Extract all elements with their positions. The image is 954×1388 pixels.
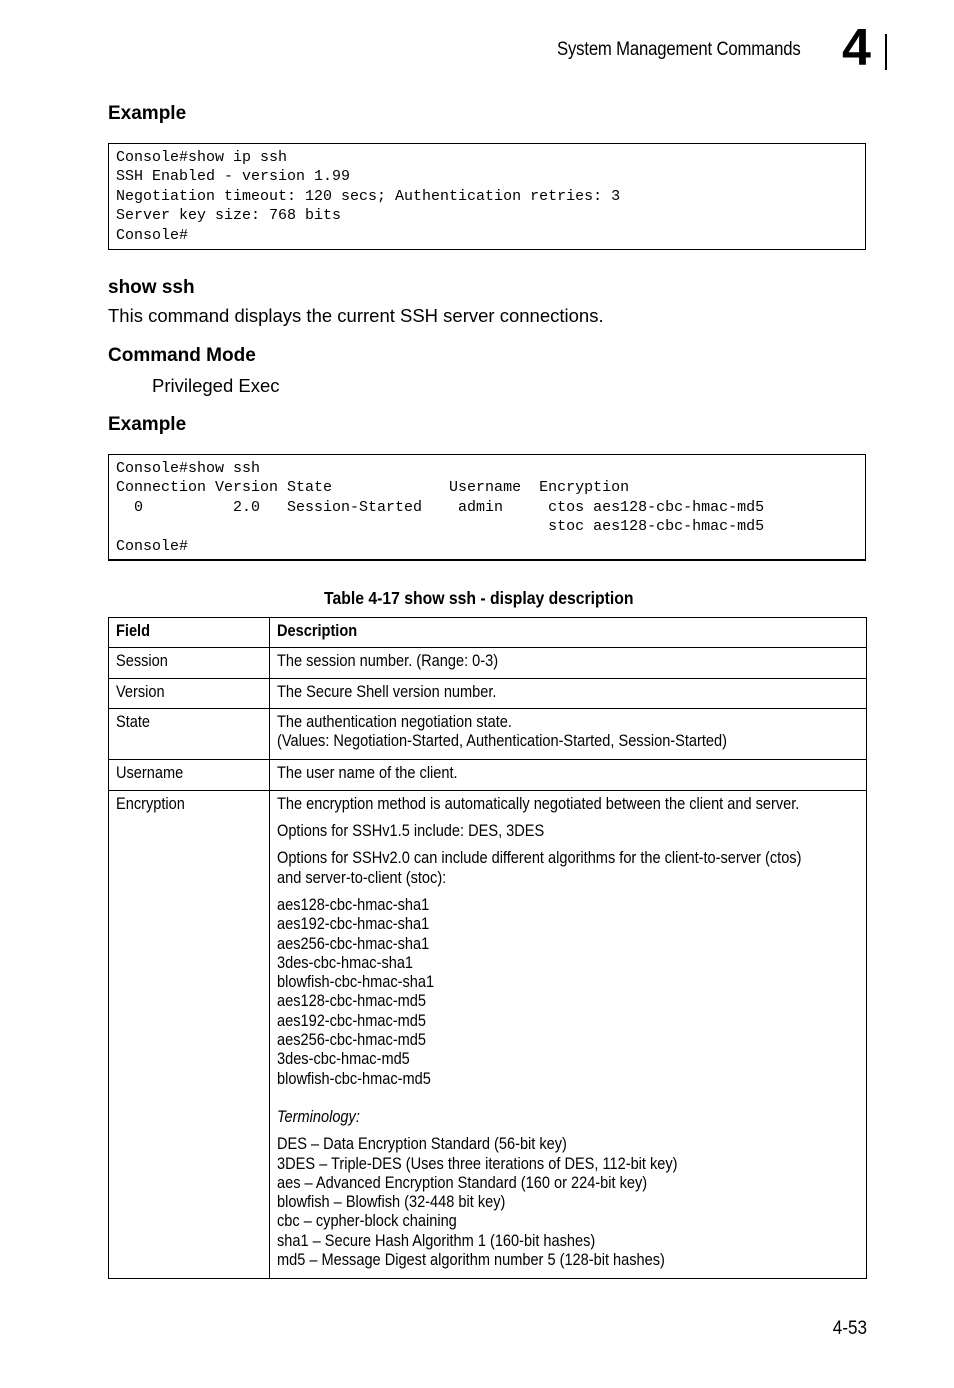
list-item: cbc – cypher-block chaining [277,1212,458,1231]
table-row [109,760,867,790]
header-field: Field [109,618,270,648]
list-item: aes128-cbc-hmac-sha1 [277,895,430,914]
list-item: sha1 – Secure Hash Algorithm 1 (160-bit hashes) [277,1231,596,1250]
description-cell [270,790,867,1279]
list-item: blowfish-cbc-hmac-md5 [277,1069,432,1088]
list-item: blowfish-cbc-hmac-sha1 [277,973,435,992]
sshv15-options: Options for SSHv1.5 include: DES, 3DES [277,822,545,841]
table-row [109,678,867,708]
sshv20-options: Options for SSHv2.0 can include different algorithms for the client-to-server (ctos) and server-to-client (stoc): [277,849,802,887]
list-item: aes192-cbc-hmac-sha1 [277,915,430,934]
table-header-row [109,618,867,648]
code-block-show-ip-ssh: Console#show ip ssh SSH Enabled - version 1.99 Negotiation timeout: 120 secs; Authentication retries: 3 Server key size: 768 bits Console# [108,143,866,250]
terminology-list [277,1135,860,1270]
chapter-number: 4 [842,19,871,77]
list-item: aes – Advanced Encryption Standard (160 or 224-bit key) [277,1173,648,1192]
list-item: aes192-cbc-hmac-md5 [277,1011,427,1030]
list-item: md5 – Message Digest algorithm number 5 (128-bit hashes) [277,1251,666,1270]
list-item: aes256-cbc-hmac-sha1 [277,934,430,953]
command-title: show ssh [108,277,195,298]
description-cell: The session number. (Range: 0-3) [270,648,867,678]
description-cell: The user name of the client. [270,760,867,790]
field-cell: Username [109,760,270,790]
list-item: aes128-cbc-hmac-md5 [277,992,427,1011]
header-description: Description [270,618,867,648]
chapter-divider [885,34,887,70]
field-cell: State [109,708,270,760]
table-row [109,648,867,678]
example-heading-2: Example [108,414,187,435]
command-mode-heading: Command Mode [108,345,256,366]
page-number: 4-53 [832,1318,867,1339]
command-description: This command displays the current SSH server connections. [108,305,604,326]
algorithm-list [277,896,860,1089]
command-mode-value: Privileged Exec [152,375,280,396]
list-item: 3des-cbc-hmac-sha1 [277,953,414,972]
field-cell: Version [109,678,270,708]
encryption-intro: The encryption method is automatically negotiated between the client and server. [277,794,800,813]
list-item: 3DES – Triple-DES (Uses three iterations of DES, 112-bit key) [277,1154,678,1173]
terminology-label: Terminology: [277,1107,361,1126]
description-cell: The authentication negotiation state. (Values: Negotiation-Started, Authentication-Started, Session-Started) [270,708,867,760]
field-cell: Encryption [109,790,270,1279]
table-row [109,708,867,760]
list-item: aes256-cbc-hmac-md5 [277,1031,427,1050]
example-heading-1: Example [108,103,187,124]
list-item: blowfish – Blowfish (32-448 bit key) [277,1193,506,1212]
description-cell: The Secure Shell version number. [270,678,867,708]
table-row-encryption [109,790,867,1279]
running-header-title: System Management Commands [557,39,801,60]
description-table [108,617,867,1279]
list-item: 3des-cbc-hmac-md5 [277,1050,411,1069]
field-cell: Session [109,648,270,678]
list-item: DES – Data Encryption Standard (56-bit key) [277,1135,568,1154]
table-caption: Table 4-17 show ssh - display description [324,588,634,608]
code-block-show-ssh: Console#show ssh Connection Version State Username Encryption 0 2.0 Session-Started admin ctos aes128-cbc-hmac-md5 stoc aes128-cbc-hmac-md5 Console# [108,454,866,561]
